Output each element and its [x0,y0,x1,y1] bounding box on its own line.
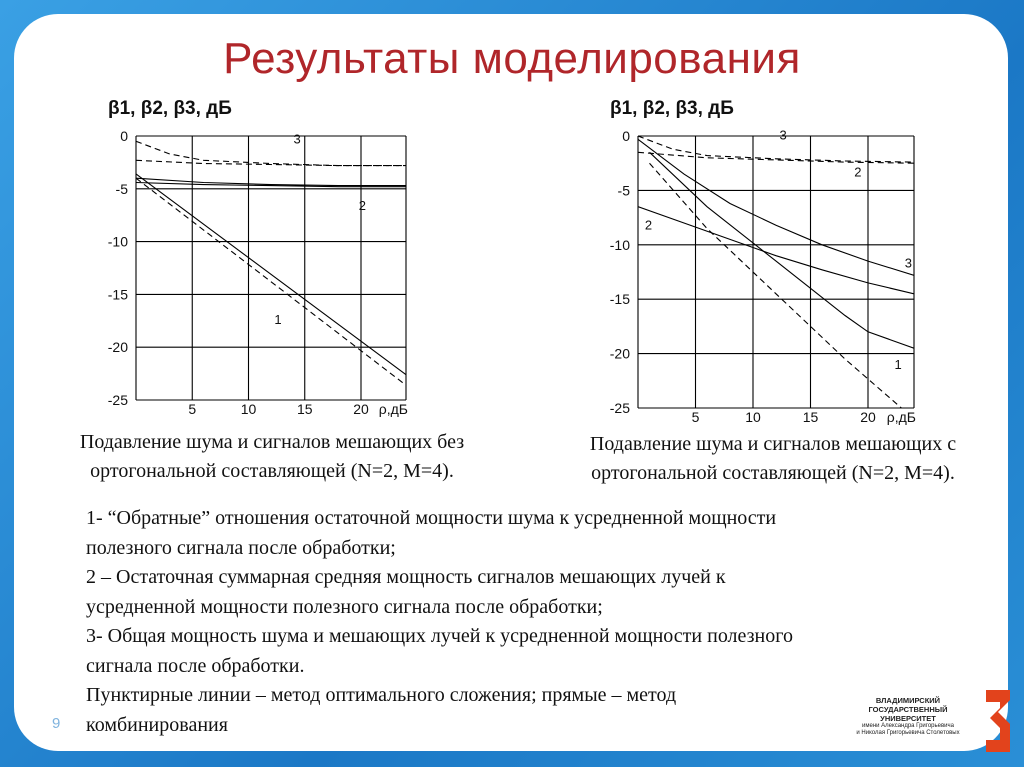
legend-line-5: 3- Общая мощность шума и мешающих лучей к усредненной мощности полезного [86,625,793,647]
x-axis-label: ρ,дБ [886,409,916,425]
y-tick-label: -25 [609,400,630,416]
caption-right-line-2: ортогональной составляющей (N=2, M=4). [591,462,955,484]
series-3-dashed-line [638,136,914,162]
chart-right [585,92,945,432]
y-tick-label: -15 [107,286,128,303]
y-tick-label: 0 [120,128,128,144]
x-tick-label: 5 [691,409,700,425]
slide-title: Результаты моделирования [223,34,801,83]
x-tick-label: 15 [296,401,313,417]
series-2-dashed-line [136,160,406,165]
series-1-solid-line [650,152,915,348]
logo-text [838,696,978,737]
curve-label-1: 1 [274,311,282,327]
grid [638,136,914,408]
x-axis-label: ρ,дБ [378,401,408,417]
logo-sub-1: имени Александра Григорьевича [862,723,954,729]
curve-label-2: 2 [854,164,862,180]
legend-line-3: 2 – Остаточная суммарная средняя мощность сигналов мешающих лучей к [86,566,726,588]
logo-sub-2: и Николая Григорьевича Столетовых [856,730,960,736]
legend-line-4: усредненной мощности полезного сигнала после обработки; [86,595,603,618]
caption-left-line-1: Подавление шума и сигналов мешающих без [79,431,465,453]
page-number: 9 [52,715,61,732]
logo-line-3: УНИВЕРСИТЕТ [880,714,936,723]
caption-right-line-1: Подавление шума и сигналов мешающих с [589,433,957,455]
x-tick-label: 10 [745,409,761,425]
curve-label-3: 3 [779,127,787,143]
curve-label-1: 1 [894,356,902,372]
y-axis-label: β1, β2, β3, дБ [108,98,232,119]
series-2-solid-line [638,207,914,294]
legend-line-1: 1- “Обратные” отношения остаточной мощности шума к усредненной мощности [86,507,777,529]
logo-line-2: ГОСУДАРСТВЕННЫЙ [868,705,948,714]
series-group [136,141,406,385]
x-tick-label: 15 [802,409,819,425]
x-tick-label: 20 [353,401,369,417]
caption-left-line-2: ортогональной составляющей (N=2, M=4). [90,460,454,482]
logo-line-1: ВЛАДИМИРСКИЙ [875,696,941,705]
series-1-dashed-line [650,163,915,419]
curve-label-3: 3 [904,255,913,271]
y-axis-label: β1, β2, β3, дБ [610,98,734,119]
series-group [638,136,914,419]
y-tick-label: -5 [617,182,630,199]
legend-line-6: сигнала после обработки. [86,654,305,677]
logo-mark-icon [980,686,1016,756]
curve-label-3: 3 [293,131,301,147]
y-tick-label: -20 [107,339,128,356]
legend-text [86,504,946,740]
y-tick-label: -25 [107,392,128,408]
chart-left [80,92,440,424]
x-tick-label: 20 [860,409,876,425]
curve-label-2: 2 [358,197,366,213]
legend-line-8: комбинирования [86,713,228,736]
series-2-dashed-line [638,152,914,163]
caption-left [22,428,522,486]
series-3-solid-line [136,178,406,185]
university-logo [838,686,1018,756]
caption-right [528,430,1018,488]
y-tick-label: -10 [107,233,128,250]
y-tick-label: -10 [609,236,630,253]
legend-line-7: Пунктирные линии – метод оптимального сложения; прямые – метод [86,684,677,706]
legend-line-2: полезного сигнала после обработки; [86,536,396,559]
grid [136,136,406,400]
y-tick-label: -15 [609,291,630,308]
x-tick-label: 10 [240,401,257,417]
y-tick-label: 0 [622,128,630,144]
y-tick-label: -5 [115,180,128,197]
y-tick-label: -20 [609,345,630,362]
x-tick-label: 5 [188,401,197,417]
series-3-solid-line [638,139,914,275]
curve-label-2: 2 [644,217,653,233]
